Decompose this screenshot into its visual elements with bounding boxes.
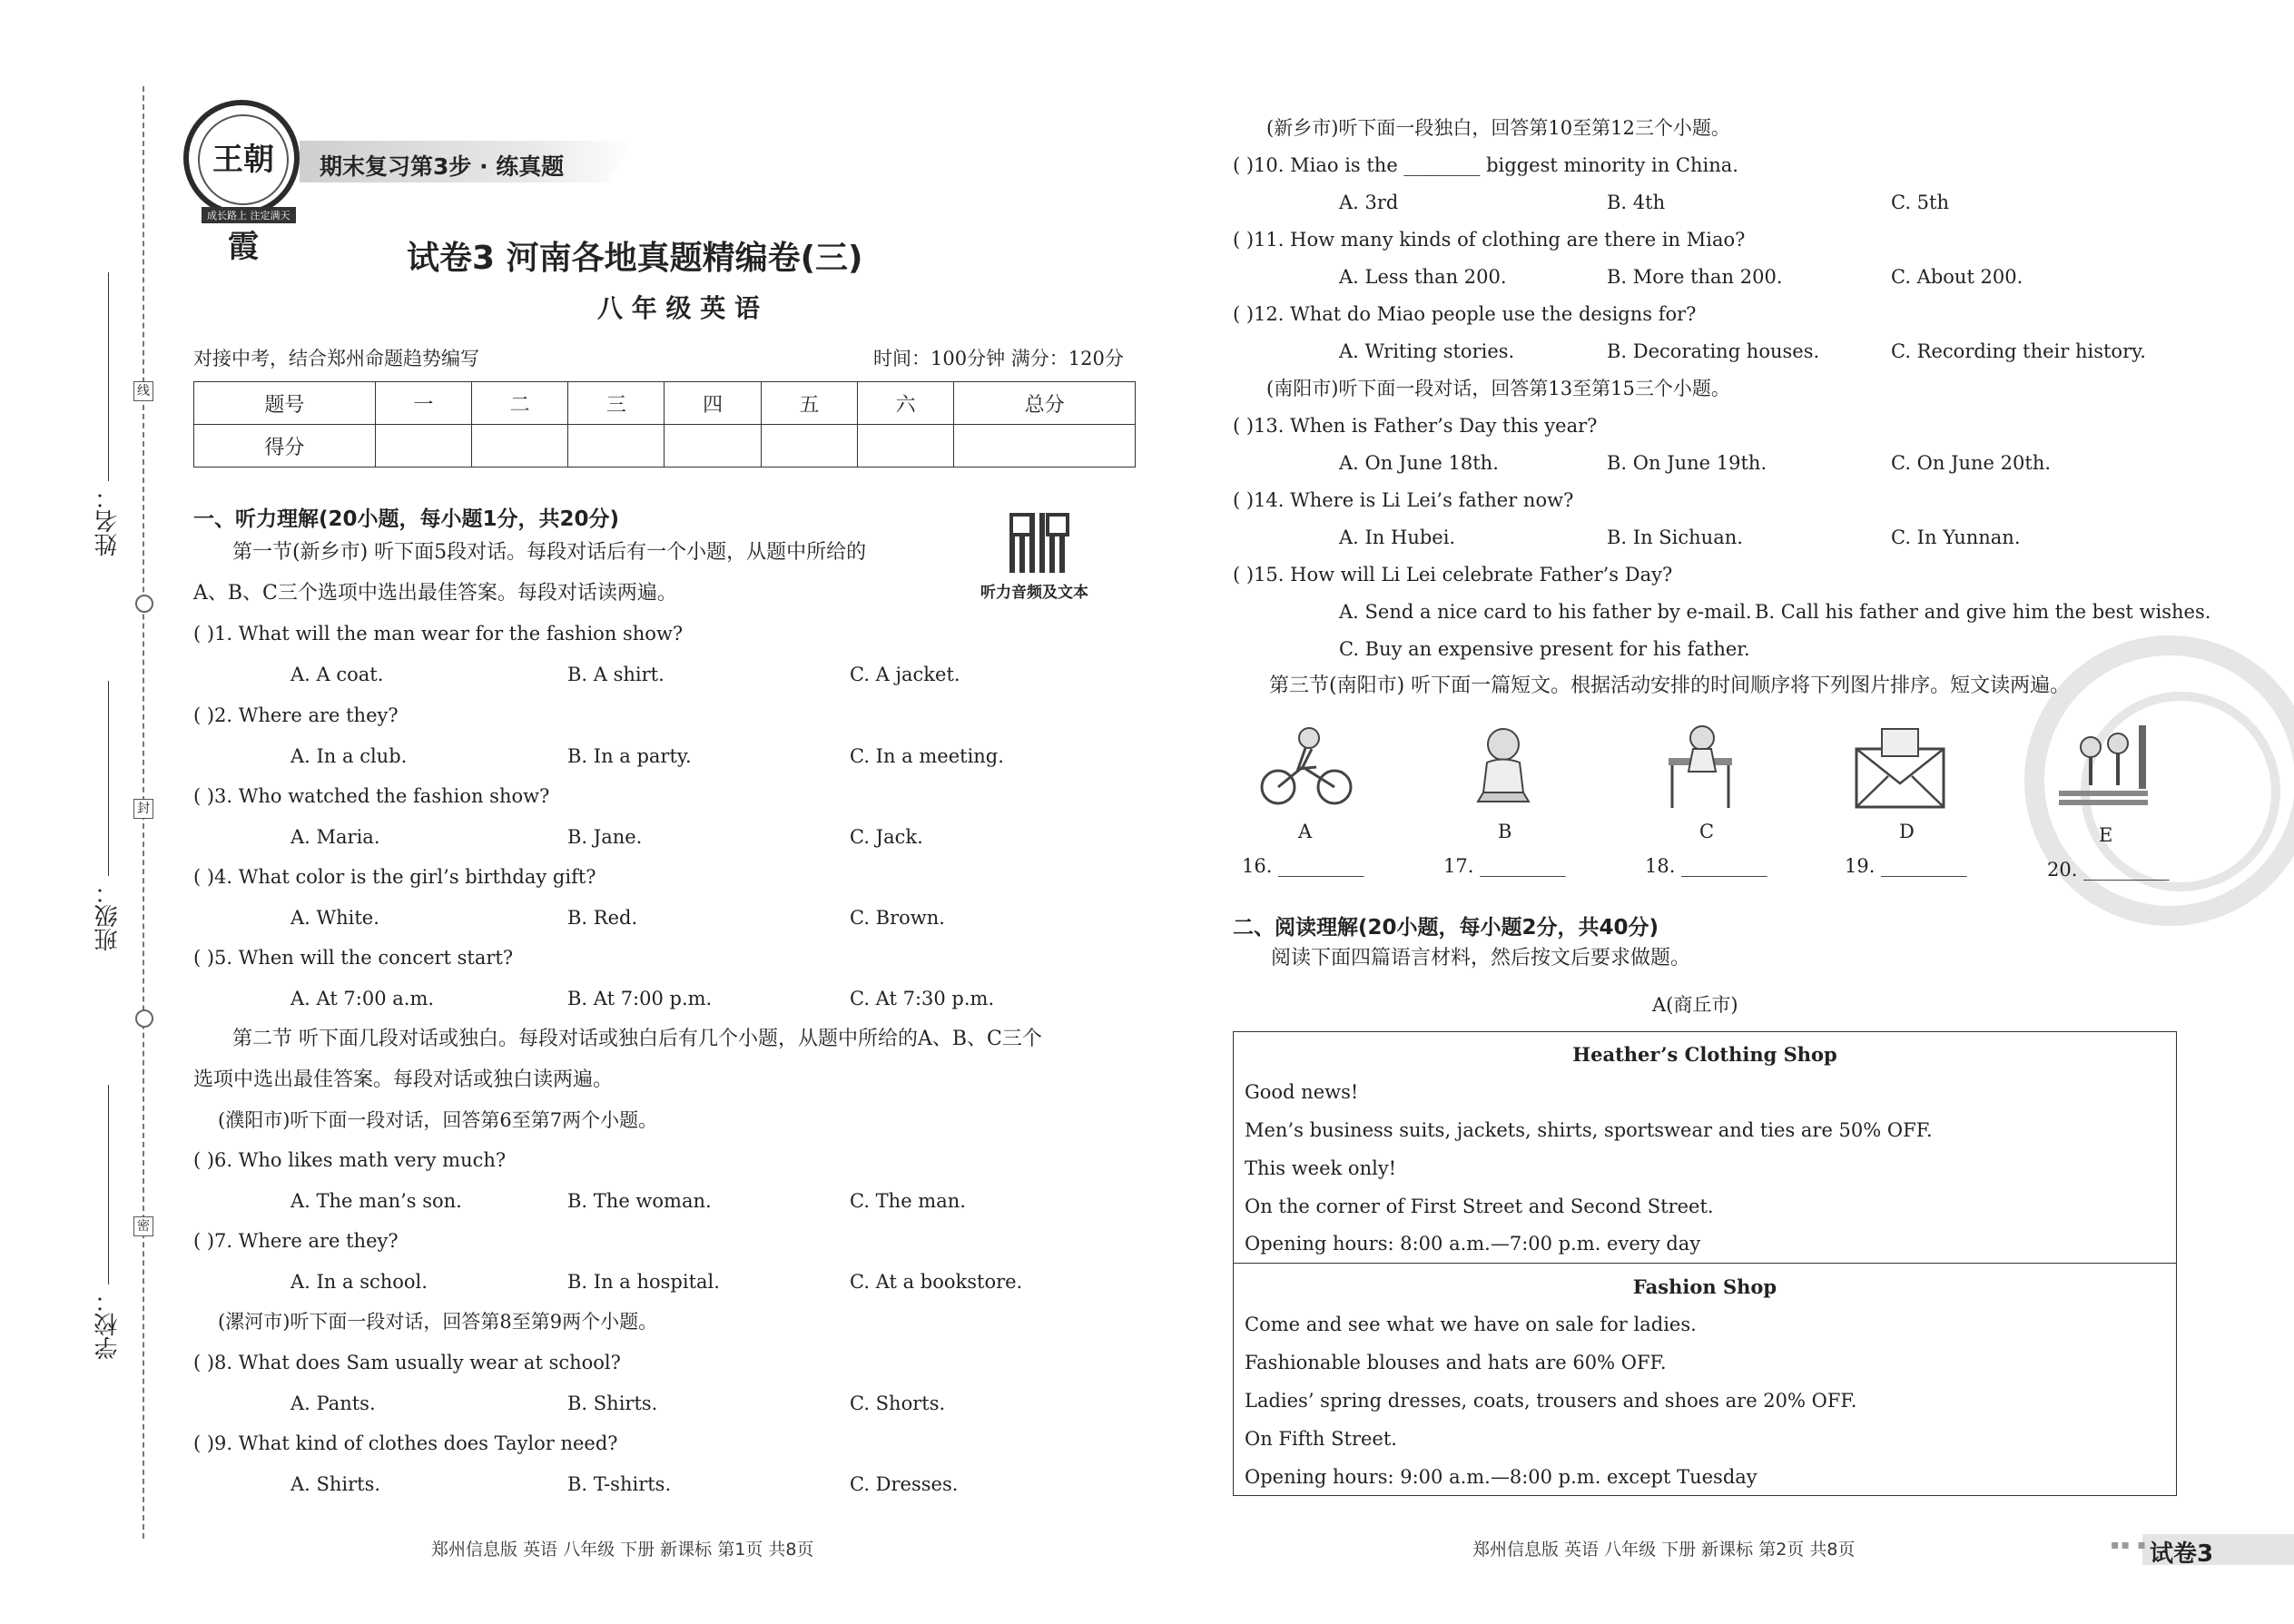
- section2-intro: 阅读下面四篇语言材料，然后按文后要求做题。: [1271, 947, 1691, 969]
- score-blank[interactable]: [375, 425, 471, 468]
- option: A. A coat.: [290, 664, 384, 685]
- part1-instruction: 第一节(新乡市) 听下面5段对话。每段对话后有一个小题，从题中所给的: [232, 541, 867, 564]
- picture-envelope-icon: [1847, 722, 1954, 812]
- answer-blank[interactable]: 18. _________: [1645, 855, 1767, 877]
- question-11: ( )11. How many kinds of clothing are there in Miao?: [1233, 229, 1746, 251]
- group-8-intro: (漯河市)听下面一段对话，回答第8至第9两个小题。: [218, 1311, 658, 1333]
- score-blank[interactable]: [568, 425, 665, 468]
- answer-blank[interactable]: 16. _________: [1242, 855, 1364, 877]
- option: B. In a party.: [567, 745, 692, 767]
- school-blank-line: [108, 1085, 109, 1284]
- page-title: 试卷3 河南各地真题精编卷(三): [407, 240, 863, 277]
- shop1-name: Heather’s Clothing Shop: [1572, 1043, 1837, 1066]
- option: A. The man’s son.: [290, 1190, 462, 1212]
- group-6-intro: (濮阳市)听下面一段对话，回答第6至第7两个小题。: [218, 1109, 658, 1131]
- shop1-line: This week only!: [1245, 1157, 1397, 1179]
- section2-title: 二、阅读理解(20小题，每小题2分，共40分): [1233, 916, 1659, 940]
- page-subtitle: 八 年 级 英 语: [597, 293, 760, 323]
- shop1-line: Good news!: [1245, 1081, 1359, 1103]
- question-15: ( )15. How will Li Lei celebrate Father’s Day?: [1233, 564, 1673, 586]
- option: A. In a school.: [290, 1271, 428, 1293]
- picture-label: A: [1298, 821, 1313, 842]
- option: B. 4th: [1607, 192, 1666, 213]
- shop1-line: On the corner of First Street and Second Street.: [1245, 1196, 1714, 1217]
- option: B. A shirt.: [567, 664, 665, 685]
- option: A. Pants.: [290, 1393, 376, 1414]
- table-cell: 五: [761, 382, 857, 425]
- option: C. In Yunnan.: [1891, 527, 2021, 548]
- score-blank[interactable]: [954, 425, 1136, 468]
- tab-dots-icon: ▪▪ ▪: [2111, 1538, 2148, 1552]
- option: C. Recording their history.: [1891, 340, 2146, 362]
- option: C. In a meeting.: [850, 745, 1004, 767]
- binding-hole-icon: [135, 595, 153, 613]
- question-8: ( )8. What does Sam usually wear at school?: [193, 1352, 621, 1373]
- option: B. At 7:00 p.m.: [567, 988, 713, 1009]
- shop2-line: On Fifth Street.: [1245, 1428, 1397, 1450]
- option: B. Red.: [567, 907, 638, 929]
- option: C. Buy an expensive present for his father.: [1339, 638, 1750, 660]
- option: C. At 7:30 p.m.: [850, 988, 995, 1009]
- option: B. T-shirts.: [567, 1473, 672, 1495]
- table-cell: 题号: [194, 382, 376, 425]
- option: C. 5th: [1891, 192, 1949, 213]
- name-blank-line: [108, 272, 109, 481]
- part2-instruction: 第二节 听下面几段对话或独白。每段对话或独白后有几个小题，从题中所给的A、B、C三个: [232, 1028, 1042, 1050]
- option: B. In Sichuan.: [1607, 527, 1743, 548]
- option: B. In a hospital.: [567, 1271, 720, 1293]
- school-label: 学校：: [94, 1289, 122, 1360]
- option: B. Decorating houses.: [1607, 340, 1820, 362]
- option: A. Less than 200.: [1339, 266, 1507, 288]
- option: A. Writing stories.: [1339, 340, 1515, 362]
- shop2-line: Come and see what we have on sale for ladies.: [1245, 1314, 1697, 1335]
- score-blank[interactable]: [665, 425, 761, 468]
- option: B. More than 200.: [1607, 266, 1783, 288]
- table-cell: 一: [375, 382, 471, 425]
- table-cell: 四: [665, 382, 761, 425]
- table-cell: 六: [857, 382, 953, 425]
- question-5: ( )5. When will the concert start?: [193, 947, 514, 969]
- picture-label: C: [1699, 821, 1715, 842]
- option: C. The man.: [850, 1190, 966, 1212]
- option: B. Call his father and give him the best wishes.: [1755, 601, 2211, 623]
- option: B. Shirts.: [567, 1393, 658, 1414]
- shop1-line: Men’s business suits, jackets, shirts, sportswear and ties are 50% OFF.: [1245, 1119, 1933, 1141]
- logo-text: 王朝霞: [198, 114, 289, 205]
- cut-mark-2: 封: [133, 799, 153, 819]
- option: C. Shorts.: [850, 1393, 946, 1414]
- question-4: ( )4. What color is the girl’s birthday gift?: [193, 866, 596, 888]
- option: B. The woman.: [567, 1190, 712, 1212]
- option: B. On June 19th.: [1607, 452, 1767, 474]
- question-3: ( )3. Who watched the fashion show?: [193, 785, 550, 807]
- picture-label: B: [1498, 821, 1512, 842]
- picture-reading-icon: [1451, 722, 1558, 812]
- logo-ribbon: 成长路上 注定满天: [202, 207, 296, 223]
- group-10-intro: (新乡市)听下面一段独白，回答第10至第12三个小题。: [1266, 117, 1730, 139]
- picture-crossing-icon: [2050, 722, 2157, 812]
- question-13: ( )13. When is Father’s Day this year?: [1233, 415, 1598, 437]
- option: C. About 200.: [1891, 266, 2023, 288]
- banner-text: 期末复习第3步 · 练真题: [320, 153, 565, 180]
- answer-blank[interactable]: 19. _________: [1845, 855, 1967, 877]
- question-2: ( )2. Where are they?: [193, 704, 399, 726]
- table-cell: 二: [471, 382, 567, 425]
- picture-label: D: [1899, 821, 1915, 842]
- option: A. Shirts.: [290, 1473, 381, 1495]
- question-14: ( )14. Where is Li Lei’s father now?: [1233, 489, 1574, 511]
- table-cell: 总分: [954, 382, 1136, 425]
- question-12: ( )12. What do Miao people use the designs for?: [1233, 303, 1697, 325]
- option: C. A jacket.: [850, 664, 960, 685]
- group-13-intro: (南阳市)听下面一段对话，回答第13至第15三个小题。: [1266, 378, 1730, 399]
- qr-code-icon[interactable]: [1009, 513, 1069, 573]
- paper-tab-label: 试卷3: [2150, 1540, 2214, 1568]
- table-cell: 三: [568, 382, 665, 425]
- option: B. Jane.: [567, 826, 643, 848]
- table-cell: 得分: [194, 425, 376, 468]
- score-blank[interactable]: [761, 425, 857, 468]
- shop1-line: Opening hours: 8:00 a.m.—7:00 p.m. every day: [1245, 1233, 1701, 1255]
- question-9: ( )9. What kind of clothes does Taylor need?: [193, 1432, 618, 1454]
- option: A. Maria.: [290, 826, 380, 848]
- option: A. At 7:00 a.m.: [290, 988, 435, 1009]
- option: A. In a club.: [290, 745, 408, 767]
- question-10: ( )10. Miao is the ________ biggest minority in China.: [1233, 154, 1738, 176]
- part3-instruction: 第三节(南阳市) 听下面一篇短文。根据活动安排的时间顺序将下列图片排序。短文读两遍。: [1269, 674, 2071, 697]
- score-blank[interactable]: [857, 425, 953, 468]
- shop2-line: Opening hours: 9:00 a.m.—8:00 p.m. except Tuesday: [1245, 1466, 1757, 1488]
- option: A. Send a nice card to his father by e-mail.: [1339, 601, 1752, 623]
- footer-right: 郑州信息版 英语 八年级 下册 新课标 第2页 共8页: [1472, 1540, 1856, 1560]
- option: A. On June 18th.: [1339, 452, 1499, 474]
- class-label: 班级：: [94, 881, 122, 951]
- option: C. On June 20th.: [1891, 452, 2052, 474]
- class-blank-line: [108, 681, 109, 876]
- picture-label: E: [2099, 824, 2113, 846]
- box-divider: [1234, 1263, 2176, 1264]
- option: A. In Hubei.: [1339, 527, 1456, 548]
- name-label: 姓名：: [94, 486, 122, 556]
- score-table: [193, 381, 1136, 468]
- answer-blank[interactable]: 20. _________: [2047, 859, 2170, 881]
- shop2-line: Fashionable blouses and hats are 60% OFF.: [1245, 1352, 1667, 1373]
- option: C. Brown.: [850, 907, 945, 929]
- shop2-name: Fashion Shop: [1632, 1275, 1777, 1298]
- picture-desk-icon: [1652, 722, 1759, 812]
- part1-instruction-2: A、B、C三个选项中选出最佳答案。每段对话读两遍。: [193, 582, 677, 605]
- info-left: 对接中考，结合郑州命题趋势编写: [193, 348, 479, 369]
- part2-instruction-2: 选项中选出最佳答案。每段对话或独白读两遍。: [193, 1068, 614, 1091]
- binding-hole-icon: [135, 1009, 153, 1028]
- option: C. At a bookstore.: [850, 1271, 1023, 1293]
- option: C. Dresses.: [850, 1473, 959, 1495]
- section1-title: 一、听力理解(20小题，每小题1分，共20分): [193, 507, 620, 531]
- table-row: [194, 382, 1136, 425]
- qr-caption: 听力音频及文本: [980, 584, 1088, 602]
- question-1: ( )1. What will the man wear for the fashion show?: [193, 623, 684, 645]
- footer-left: 郑州信息版 英语 八年级 下册 新课标 第1页 共8页: [431, 1540, 814, 1560]
- brand-logo: [183, 100, 300, 265]
- question-6: ( )6. Who likes math very much?: [193, 1149, 507, 1171]
- question-7: ( )7. Where are they?: [193, 1230, 399, 1252]
- option: A. 3rd: [1339, 192, 1399, 213]
- answer-blank[interactable]: 17. _________: [1443, 855, 1566, 877]
- passage-a-box: [1233, 1031, 2177, 1496]
- score-blank[interactable]: [471, 425, 567, 468]
- option: A. White.: [290, 907, 379, 929]
- cut-mark-1: 线: [133, 381, 153, 401]
- table-row: [194, 425, 1136, 468]
- cut-mark-3: 密: [133, 1216, 153, 1236]
- option: C. Jack.: [850, 826, 923, 848]
- picture-cycling-icon: [1253, 722, 1360, 812]
- shop2-line: Ladies’ spring dresses, coats, trousers and shoes are 20% OFF.: [1245, 1390, 1857, 1412]
- info-right: 时间：100分钟 满分：120分: [873, 348, 1124, 369]
- passage-a-title: A(商丘市): [1652, 994, 1738, 1016]
